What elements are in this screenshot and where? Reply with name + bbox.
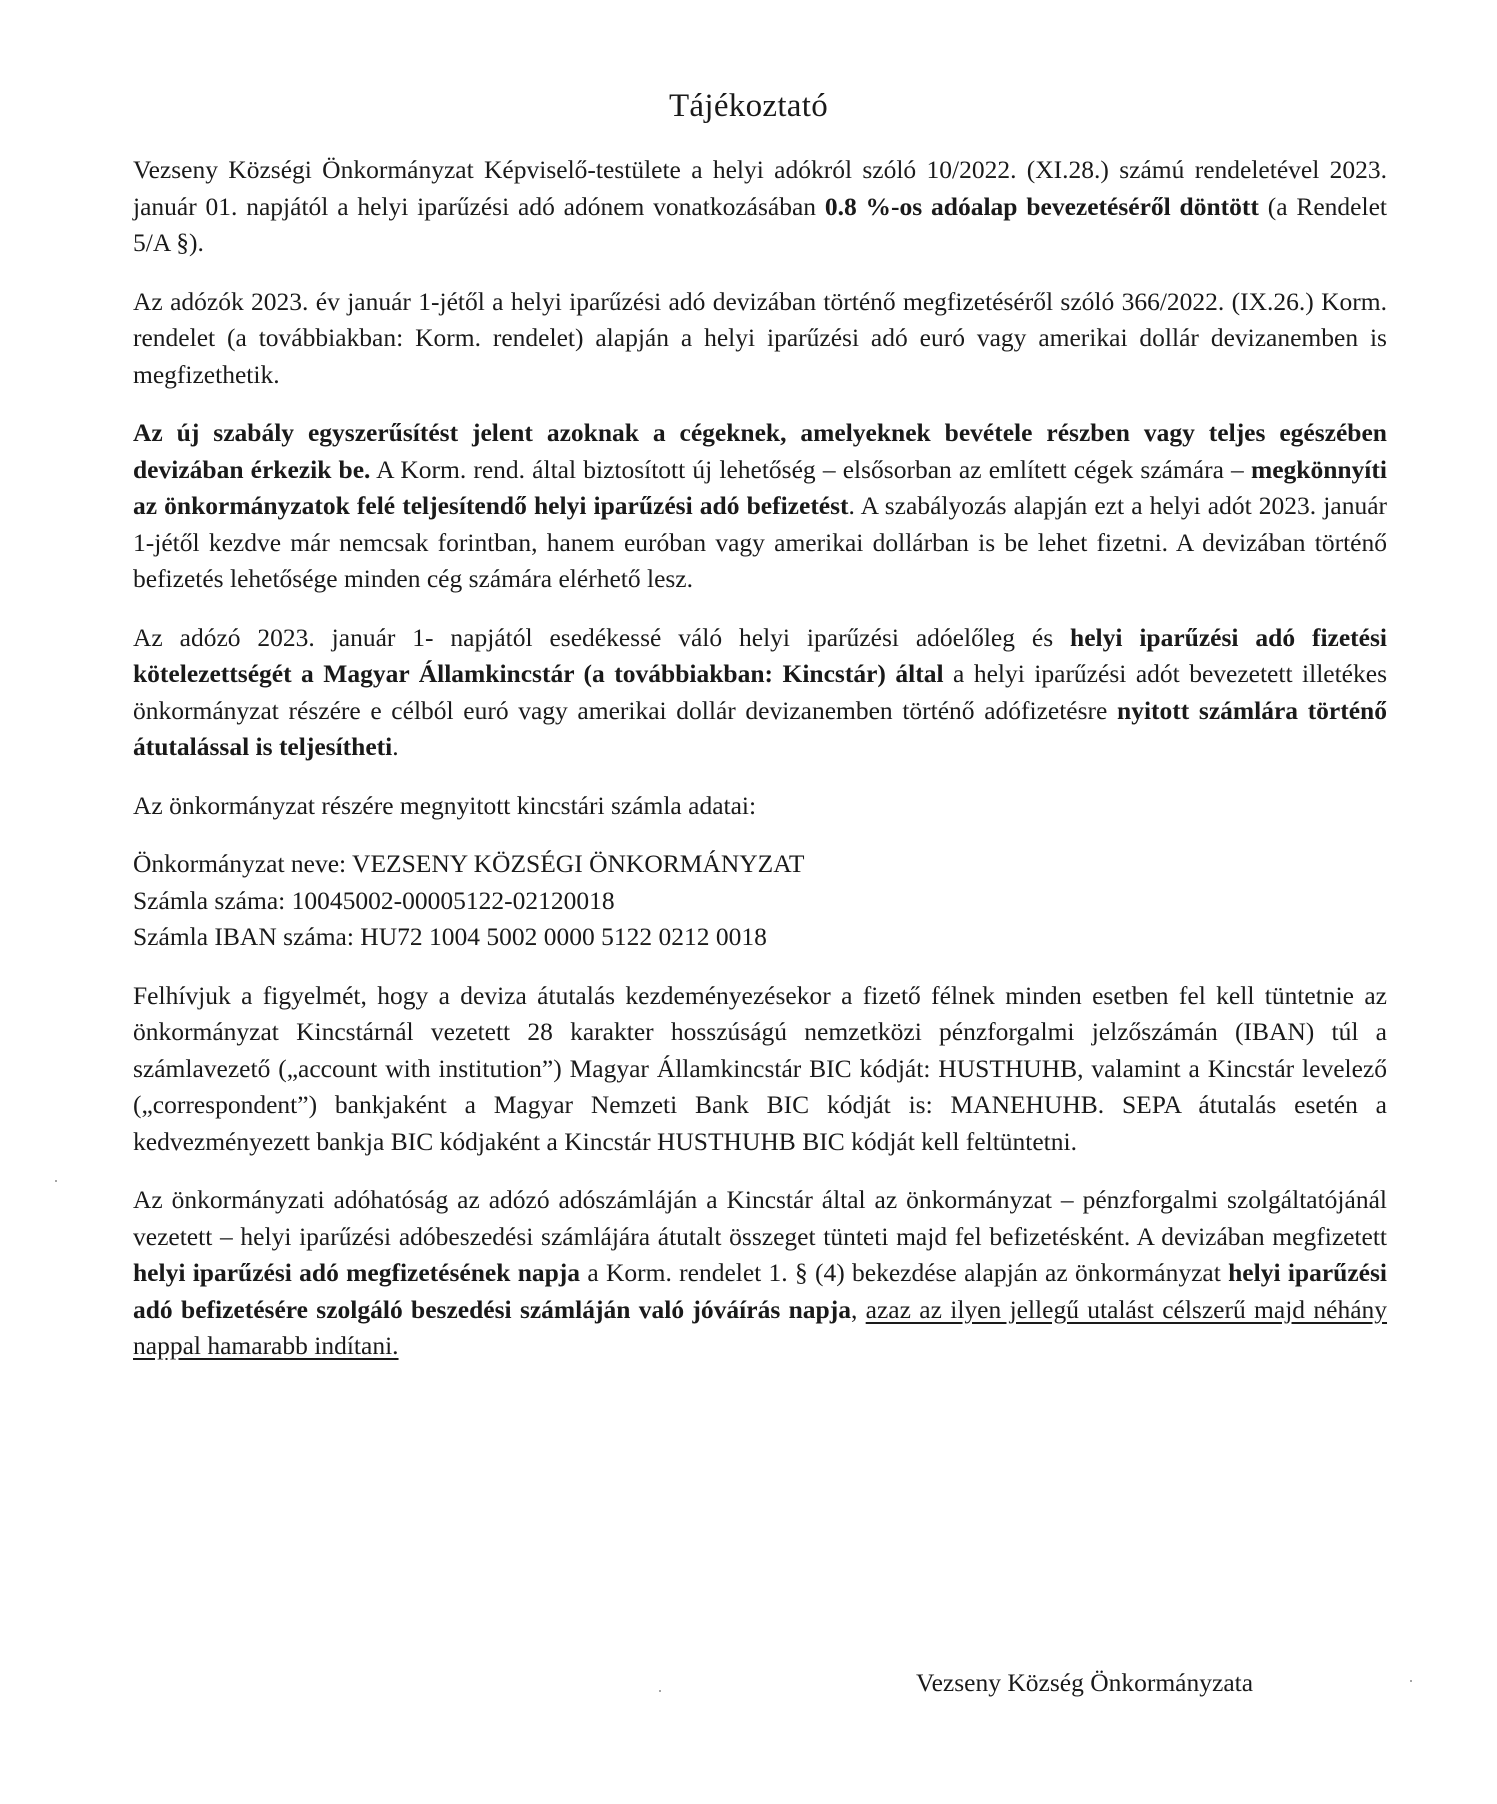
bold-segment: helyi iparűzési adó fizetési kötelezettségét a Magyar Államkincstár (a továbbiakban: Kincstár) által xyxy=(133,622,1387,688)
document-body xyxy=(133,152,1387,1387)
text-segment: (a Rendelet 5/A §). xyxy=(133,191,1387,257)
text-segment: a Korm. rendelet 1. § (4) bekezdése alapján az önkormányzat xyxy=(580,1258,1229,1287)
scan-speck xyxy=(1410,1680,1412,1682)
bold-segment: helyi iparűzési adó megfizetésének napja xyxy=(133,1258,581,1287)
document-title: Tájékoztató xyxy=(668,88,829,124)
text-segment: Az adózók 2023. év január 1-jétől a helyi iparűzési adó devizában történő megfizetéséről szóló 366/2022. (IX.26.) Korm. rendelet (a továbbiakban: Korm. rendelet) alapján a helyi iparűzési adó euró vagy amerikai dollár devizanemben is megfizethetik. xyxy=(133,286,1387,389)
bold-segment: 0.8 %-os adóalap bevezetéséről döntött xyxy=(824,191,1259,221)
signature: Vezseny Község Önkormányzata xyxy=(916,1668,1254,1697)
account-name-line: Önkormányzat neve: VEZSENY KÖZSÉGI ÖNKORMÁNYZAT xyxy=(133,849,805,878)
paragraph-new-rule xyxy=(133,415,1387,598)
paragraph-bic-notice: Felhívjuk a figyelmét, hogy a deviza átutalás kezdeményezésekor a fizető félnek minden esetben fel kell tüntetnie az önkormányzat Kincstárnál vezetett 28 karakter hosszúságú nemzetközi pénzforgalmi jelzőszámán (IBAN) túl a számlavezető („account with institution”) Magyar Államkincstár BIC kódját: HUSTHUHB, valamint a Kincstár levelező („correspondent”) bankjaként a Magyar Nemzeti Bank BIC kódját is: MANEHUHB. SEPA átutalás esetén a kedvezményezett bankja BIC kódjaként a Kincstár HUSTHUHB BIC kódját kell feltüntetni. xyxy=(133,980,1387,1156)
paragraph-payment-date xyxy=(133,1182,1387,1365)
text-segment: Az adózó 2023. január 1- napjától esedékessé váló helyi iparűzési adóelőleg és xyxy=(133,622,1071,652)
account-details xyxy=(133,846,1387,956)
text-segment: . A szabályozás alapján ezt a helyi adót 2023. január 1-jétől kezdve már nemcsak forintban, hanem euróban vagy amerikai dollárban is be lehet fizetni. A devizában történő befizetés lehetősége minden cég számára elérhető lesz. xyxy=(133,491,1387,593)
scan-speck xyxy=(659,1690,661,1692)
bold-segment: megkönnyíti az önkormányzatok felé teljesítendő helyi iparűzési adó befizetést xyxy=(133,454,1387,520)
bold-segment: Az új szabály egyszerűsítést jelent azoknak a cégeknek, amelyeknek bevétele részben vagy teljes egészében devizában érkezik be. xyxy=(133,418,1387,484)
paragraph-payment-obligation xyxy=(133,620,1387,766)
text-segment: Vezseny Községi Önkormányzat Képviselő-testülete a helyi adókról szóló 10/2022. (XI.28.) számú rendeletével 2023. január 01. napjától a helyi iparűzési adó adónem vonatkozásában xyxy=(133,155,1387,221)
paragraph-account-intro: Az önkormányzat részére megnyitott kincstári számla adatai: xyxy=(133,790,757,820)
text-segment: , xyxy=(850,1294,866,1324)
scan-speck xyxy=(55,1180,57,1182)
account-number-line: Számla száma: 10045002-00005122-02120018 xyxy=(133,885,615,915)
text-segment: Az önkormányzati adóhatóság az adózó adószámláján a Kincstár által az önkormányzat – pénzforgalmi szolgáltatójánál vezetett – helyi iparűzési adóbeszedési számlájára átutalt összeget tünteti majd fel befizetésként. A devizában megfizetett xyxy=(133,1185,1387,1251)
underlined-segment: azaz az ilyen jellegű utalást célszerű majd néhány nappal hamarabb indítani. xyxy=(133,1294,1388,1360)
account-iban-line: Számla IBAN száma: HU72 1004 5002 0000 5122 0212 0018 xyxy=(133,922,767,951)
paragraph-decree xyxy=(133,152,1387,262)
bold-segment: nyitott számlára történő átutalással is teljesítheti xyxy=(133,695,1387,761)
bold-segment: helyi iparűzési adó befizetésére szolgáló beszedési számláján való jóváírás napja xyxy=(133,1258,1387,1324)
text-segment: a helyi iparűzési adót bevezetett illetékes önkormányzat részére e célból euró vagy amerikai dollár devizanemben történő adófizetésre xyxy=(133,659,1387,725)
paragraph-foreign-currency xyxy=(133,284,1387,394)
text-segment: . xyxy=(392,732,399,761)
text-segment: A Korm. rend. által biztosított új lehetőség – elsősorban az említett cégek számára – xyxy=(370,454,1251,484)
